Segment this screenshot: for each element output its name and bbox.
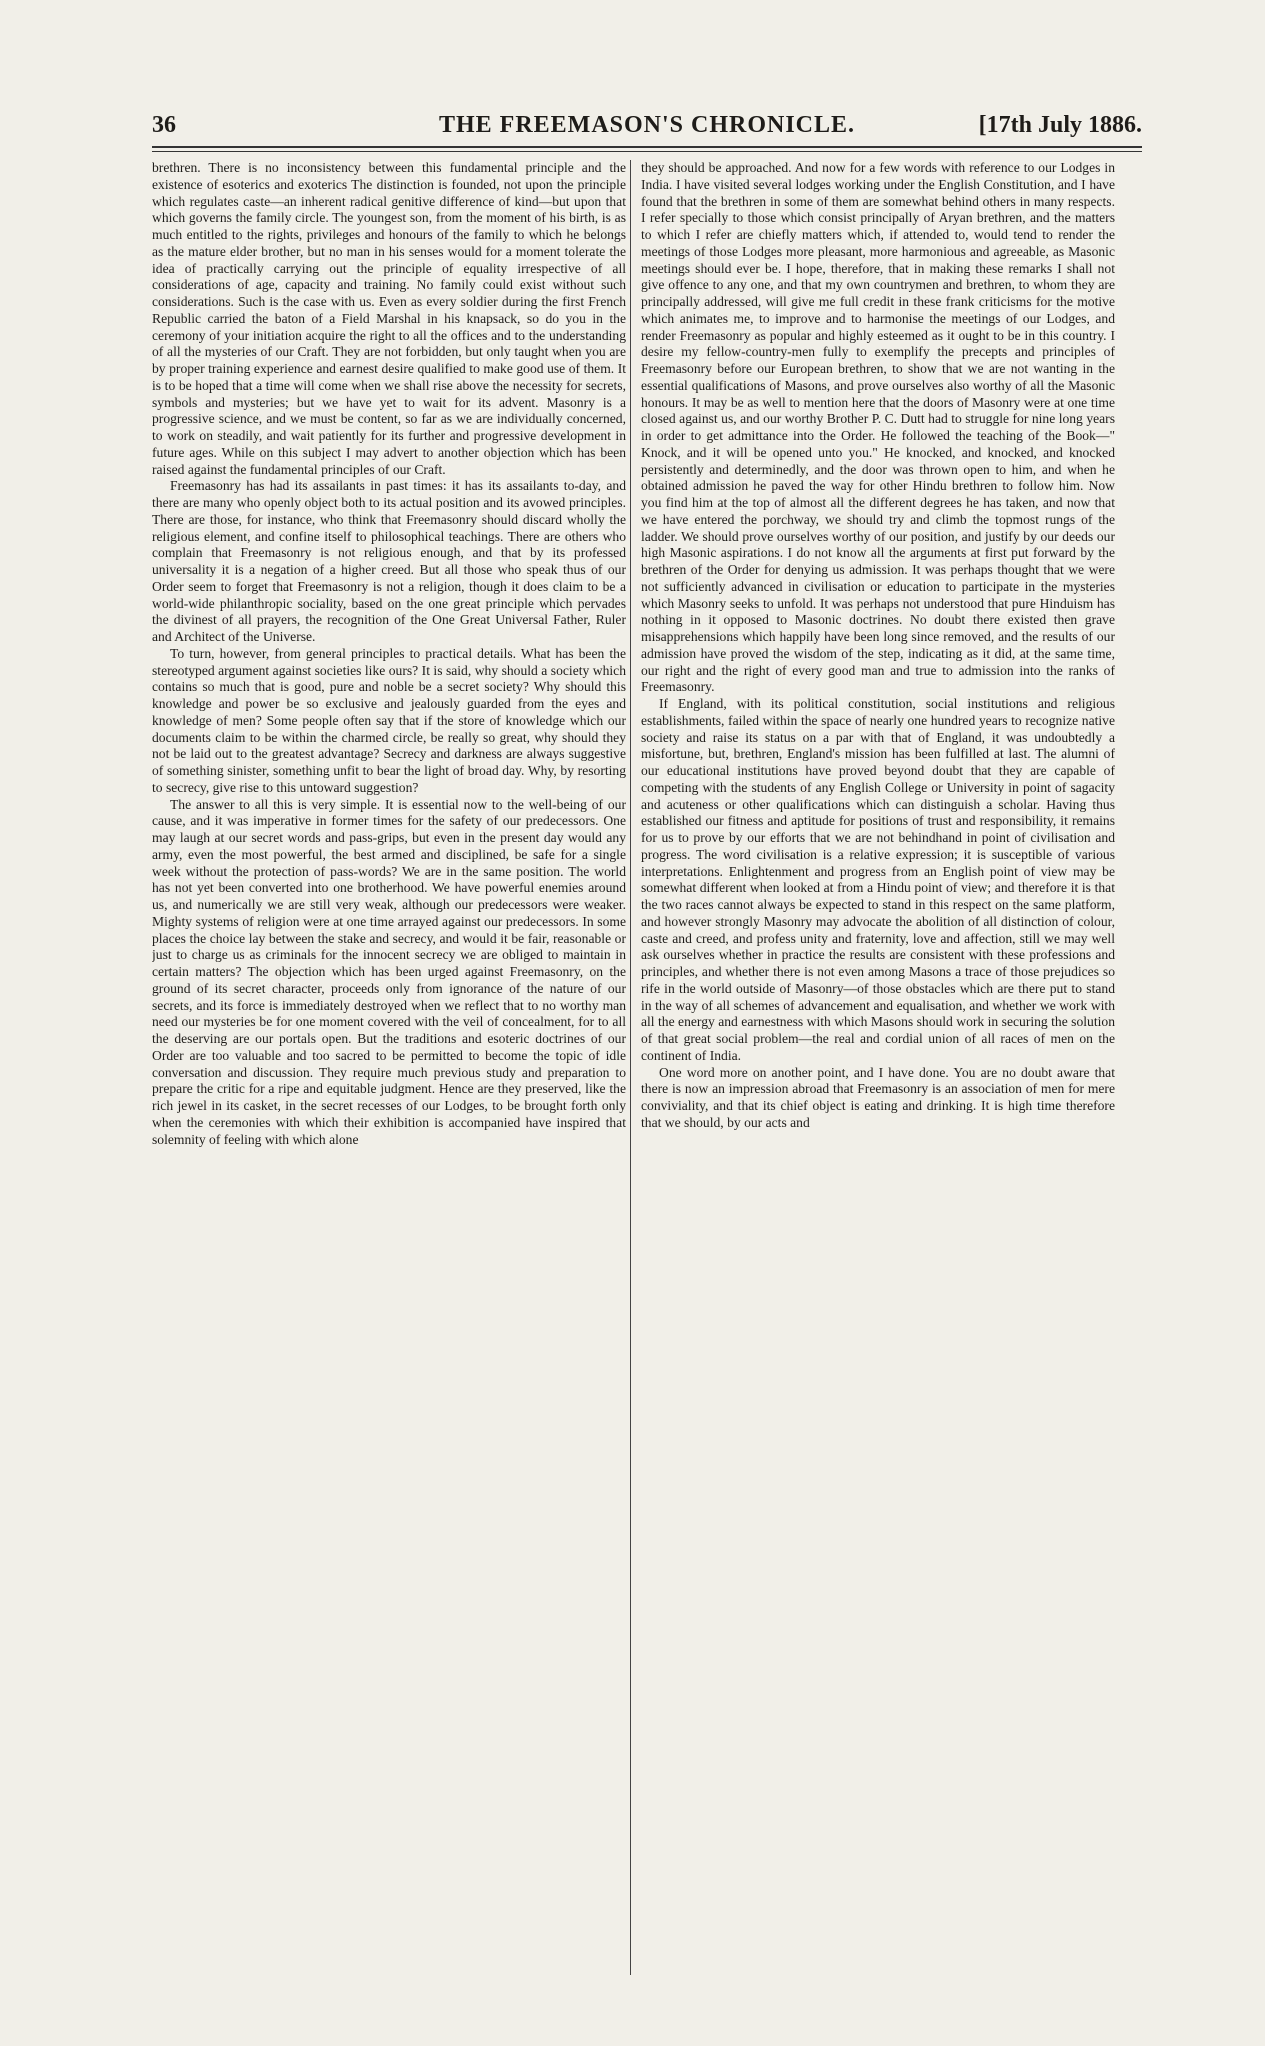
paragraph: One word more on another point, and I have done. You are no doubt aware that there is now an impression abroad that Freemasonry is an association of men for mere conviviality, and that its chief object is eating and drinking. It is high time therefore that we should, by our acts and (641, 1064, 1115, 1130)
masthead-title: THE FREEMASON'S CHRONICLE. (438, 112, 856, 138)
paragraph: Freemasonry has had its assailants in past times: it has its assailants to-day, and there are many who openly object both to its actual position and its avowed principles. There are those, for instance, who think that Freemasonry should discard wholly the religious element, and confine itself to philosophical teachings. There are others who complain that Freemasonry is not religious enough, and that by its professed universality it is a negation of a higher creed. But all those who speak thus of our Order seem to forget that Freemasonry is not a religion, though it does claim to be a world-wide philanthropic sociality, based on the one great principle which pervades the divinest of all prayers, the recognition of the One Great Universal Father, Ruler and Architect of the Universe. (152, 478, 626, 644)
issue-date: [17th July 1886. (978, 112, 1142, 138)
header-rule (152, 146, 1142, 148)
paragraph: If England, with its political constitution, social institutions and religious establishments, failed within the space of nearly one hundred years to recognize native society and raise its status on a par with that of England, it was undoubtedly a misfortune, but, brethren, England's mission has been fulfilled at last. The alumni of our educational institutions have proved beyond doubt that they are capable of competing with the students of any English College or University in point of sagacity and acuteness or other qualifications which can distinguish a scholar. Having thus established our fitness and aptitude for positions of trust and responsibility, it remains for us to prove by our efforts that we are not behindhand in point of civilisation and progress. The word civilisation is a relative expression; it is susceptible of various interpretations. Enlightenment and progress from an English point of view may be somewhat different when looked at from a Hindu point of view; and therefore it is that the two races cannot always be expected to stand in this respect on the same platform, and however strongly Masonry may advocate the abolition of all distinction of colour, caste and creed, and profess unity and fraternity, love and affection, still we may well ask ourselves whether in practice the results are consistent with these professions and principles, and whether there is not even among Masons a trace of those prejudices so rife in the world outside of Masonry—of those obstacles which are there put to stand in the way of all schemes of advancement and equalisation, and whether we work with all the energy and earnestness with which Masons should work in securing the solution of that great social problem—the real and cordial union of all races of men on the continent of India. (641, 696, 1115, 1063)
header-rule-thin (152, 151, 1142, 152)
column-divider (630, 160, 631, 1975)
right-column (641, 160, 1115, 1972)
paragraph: they should be approached. And now for a few words with reference to our Lodges in India. I have visited several lodges working under the English Constitution, and I have found that the brethren in some of them are somewhat behind others in many respects. I refer specially to those which consist principally of Aryan brethren, and the matters to which I refer are chiefly matters which, if attended to, would tend to render the meetings of those Lodges more pleasant, more harmonious and agreeable, as Masonic meetings should ever be. I hope, therefore, that in making these remarks I shall not give offence to any one, and that my own countrymen and brethren, to whom they are principally addressed, will give me full credit in these frank criticisms for the motive which animates me, to improve and to harmonise the meetings of our Lodges, and render Freemasonry as popular and highly esteemed as it ought to be in this country. I desire my fellow-country-men fully to exemplify the precepts and principles of Freemasonry before our European brethren, to show that we are not wanting in the essential qualifications of Masons, and prove ourselves also worthy of all the Masonic honours. It may be as well to mention here that the doors of Masonry were at one time closed against us, and our worthy Brother P. C. Dutt had to struggle for nine long years in order to get admittance into the Order. He followed the teaching of the Book—" Knock, and it will be opened unto you." He knocked, and knocked, and knocked persistently and determinedly, and the door was thrown open to him, and when he obtained admission he paved the way for other Hindu brethren to follow him. Now you find him at the top of almost all the different degrees he has taken, and now that we have entered the porchway, we should try and climb the topmost rungs of the ladder. We should prove ourselves worthy of our position, and justify by our deeds our high Masonic aspirations. I do not know all the arguments at first put forward by the brethren of the Order for denying us admission. It was perhaps thought that we were not sufficiently advanced in civilisation or education to participate in the mysteries which Masonry seeks to unfold. It was perhaps not understood that pure Hinduism has nothing in it opposed to Masonic doctrines. No doubt there existed then grave misapprehensions which happily have been long since removed, and the results of our admission have proved the wisdom of the step, indicating as it did, at the same time, our right and the right of every good man and true to admission into the ranks of Freemasonry. (641, 160, 1115, 695)
paragraph: To turn, however, from general principles to practical details. What has been the stereotyped argument against societies like ours? It is said, why should a society which contains so much that is good, pure and noble be a secret society? Why should this knowledge and power be so exclusive and jealously guarded from the eyes and knowledge of men? Some people often say that if the store of knowledge which our documents claim to be within the charmed circle, be really so great, why should they not be laid out to the greatest advantage? Secrecy and darkness are always suggestive of something sinister, something unfit to bear the light of broad day. Why, by resorting to secrecy, give rise to this untoward suggestion? (152, 645, 626, 795)
paragraph: The answer to all this is very simple. It is essential now to the well-being of our cause, and it was imperative in former times for the safety of our predecessors. One may laugh at our secret words and pass-grips, but even in the present day would any army, even the most powerful, the best armed and disciplined, be safe for a single week without the protection of pass-words? We are in the same position. The world has not yet been converted into one brotherhood. We have powerful enemies around us, and numerically we are still very weak, although our predecessors were weaker. Mighty systems of religion were at one time arrayed against our predecessors. In some places the choice lay between the stake and secrecy, and would it be fair, reasonable or just to charge us as criminals for the innocent secrecy we are obliged to maintain in certain matters? The objection which has been urged against Freemasonry, on the ground of its secret character, proceeds only from ignorance of the nature of our secrets, and its force is immediately destroyed when we reflect that to no worthy man need our mysteries be for one moment covered with the veil of concealment, for to all the deserving are our portals open. But the traditions and esoteric doctrines of our Order are too valuable and too sacred to be permitted to become the topic of idle conversation and discussion. They require much previous study and preparation to prepare the critic for a ripe and equitable judgment. Hence are they preserved, like the rich jewel in its casket, in the secret recesses of our Lodges, to be brought forth only when the ceremonies with which their exhibition is accompanied have inspired that solemnity of feeling with which alone (152, 796, 626, 1147)
page-header (152, 112, 1142, 146)
page-number: 36 (152, 112, 176, 138)
paragraph: brethren. There is no inconsistency between this fundamental principle and the existence of esoterics and exoterics The distinction is founded, not upon the principle which regulates caste—an inherent radical genitive difference of kind—but upon that which governs the family circle. The youngest son, from the moment of his birth, is as much entitled to the rights, privileges and honours of the family to which he belongs as the mature elder brother, but no man in his senses would for a moment tolerate the idea of practically carrying out the principle of equality irrespective of all considerations of age, capacity and training. No family could exist without such considerations. Such is the case with us. Even as every soldier during the first French Republic carried the baton of a Field Marshal in his knapsack, so do you in the ceremony of your initiation acquire the right to all the offices and to the understanding of all the mysteries of our Craft. They are not forbidden, but only taught when you are by proper training experience and earnest desire qualified to make good use of them. It is to be hoped that a time will come when we shall rise above the necessity for secrets, symbols and mysteries; but we have yet to wait for its advent. Masonry is a progressive science, and we must be content, so far as we are individually concerned, to work on steadily, and wait patiently for its further and progressive development in future ages. While on this subject I may advert to another objection which has been raised against the fundamental principles of our Craft. (152, 160, 626, 477)
left-column (152, 160, 626, 1972)
